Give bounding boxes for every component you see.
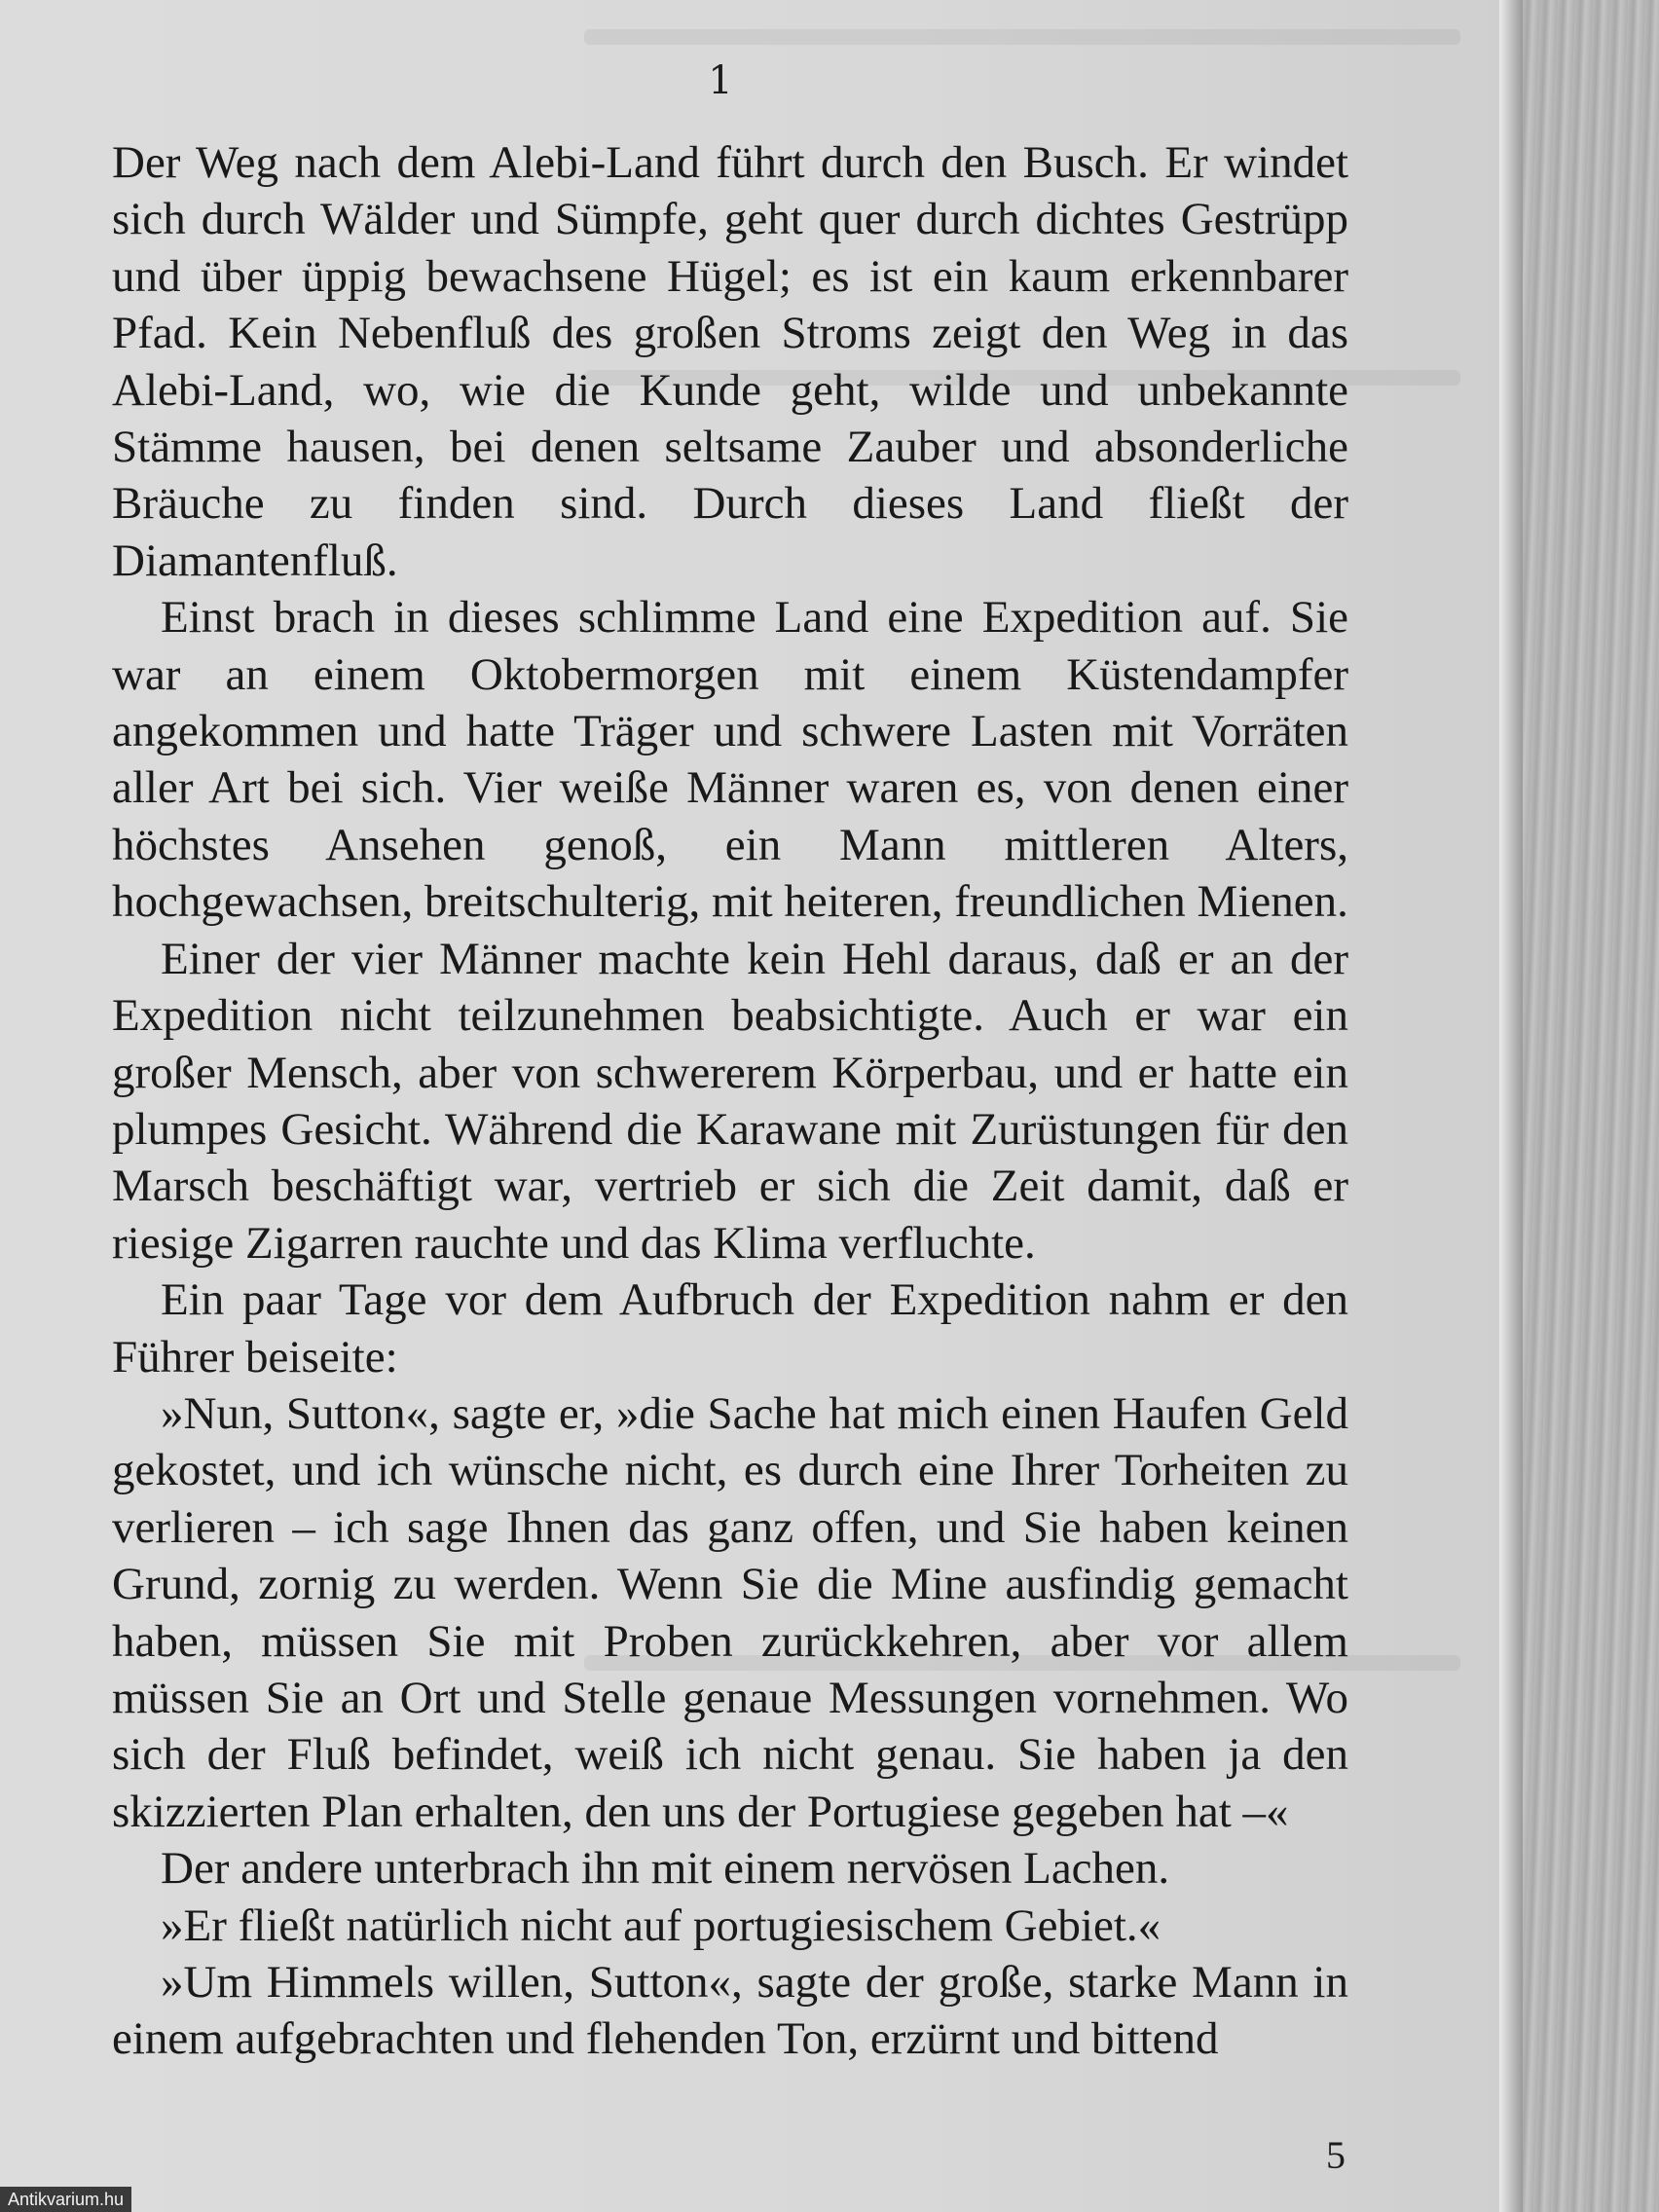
page-edge <box>1499 0 1523 2212</box>
paragraph: Ein paar Tage vor dem Aufbruch der Expedition nahm er den Führer beiseite: <box>112 1274 1348 1382</box>
paragraph: »Um Himmels willen, Sutton«, sagte der große, starke Mann in einem aufgebrachten und flehenden Ton, erzürnt und bittend <box>112 1957 1348 2065</box>
paragraph: Einst brach in dieses schlimme Land eine Expedition auf. Sie war an einem Oktobermorgen mit einem Küstendampfer angekommen und hatte Träger und schwere Lasten mit Vorräten aller Art bei sich. Vier weiße Männer waren es, von denen einer höchstes Ansehen genoß, ein Mann mittleren Alters, hochgewachsen, breitschulterig, mit heiteren, freundlichen Mienen. <box>112 592 1348 928</box>
paragraph: »Er fließt natürlich nicht auf portugiesischem Gebiet.« <box>161 1899 1161 1951</box>
paragraph: »Nun, Sutton«, sagte er, »die Sache hat mich einen Haufen Geld gekostet, und ich wünsche nicht, es durch eine Ihrer Torheiten zu verlieren – ich sage Ihnen das ganz offen, und Sie haben keinen Grund, zornig zu werden. Wenn Sie die Mine ausfindig gemacht haben, müssen Sie mit Proben zurückkehren, aber vor allem müssen Sie an Ort und Stelle genaue Messungen vornehmen. Wo sich der Fluß befindet, weiß ich nicht genau. Sie haben ja den skizzierten Plan erhalten, den uns der Portugiese gegeben hat –« <box>112 1387 1348 1837</box>
bleed-through-line <box>584 29 1460 45</box>
body-text <box>112 134 1348 2068</box>
paragraph: Einer der vier Männer machte kein Hehl daraus, daß er an der Expedition nicht teilzunehmen beabsichtigte. Auch er war ein großer Mensch, aber von schwererem Körperbau, und er hatte ein plumpes Gesicht. Während die Karawane mit Zurüstungen für den Marsch beschäftigt war, vertrieb er sich die Zeit damit, daß er riesige Zigarren rauchte und das Klima verfluchte. <box>112 933 1348 1269</box>
page-number: 5 <box>1326 2133 1346 2177</box>
paragraph: Der Weg nach dem Alebi-Land führt durch den Busch. Er windet sich durch Wälder und Sümpfe, geht quer durch dichtes Gestrüpp und über üppig bewachsene Hügel; es ist ein kaum erkennbarer Pfad. Kein Nebenfluß des großen Stroms zeigt den Weg in das Alebi-Land, wo, wie die Kunde geht, wilde und unbekannte Stämme hausen, bei denen seltsame Zauber und absonderliche Bräuche zu finden sind. Durch dieses Land fließt der Diamantenfluß. <box>112 137 1348 586</box>
watermark: Antikvarium.hu <box>0 2187 131 2212</box>
table-surface <box>1523 0 1659 2212</box>
chapter-number: 1 <box>708 58 733 103</box>
paragraph: Der andere unterbrach ihn mit einem nervösen Lachen. <box>161 1843 1170 1895</box>
